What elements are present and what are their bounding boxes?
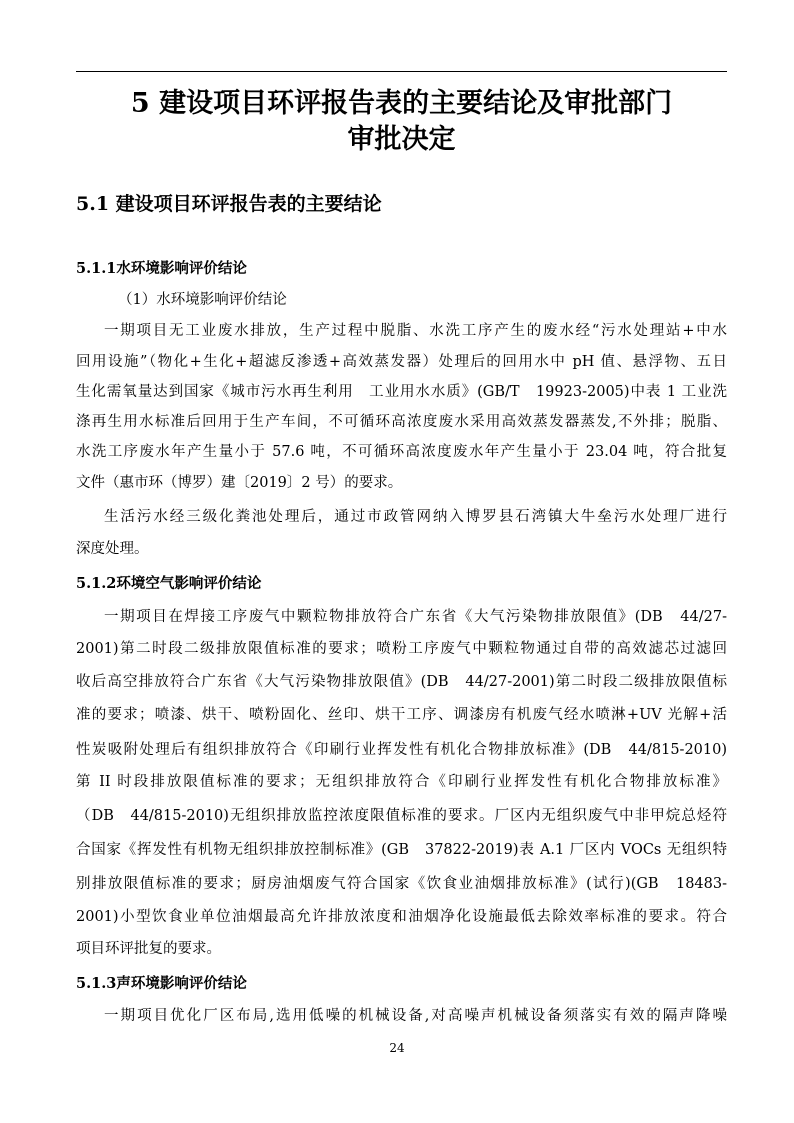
paragraph-line: （DB 44/815-2010)无组织排放监控浓度限值标准的要求。厂区内无组织废气中非甲烷总烃符 <box>76 808 727 824</box>
section-heading-5-1-2: 5.1.2环境空气影响评价结论 <box>76 575 262 592</box>
section-heading-5-1-3: 5.1.3声环境影响评价结论 <box>76 975 247 992</box>
paragraph-line: 2001)第二时段二级排放限值标准的要求；喷粉工序废气中颗粒物通过自带的高效滤芯过滤回 <box>76 641 727 657</box>
water-subheading: （1）水环境影响评价结论 <box>118 292 287 308</box>
paragraph-line: 2001)小型饮食业单位油烟最高允许排放浓度和油烟净化设施最低去除效率标准的要求。符合 <box>76 909 727 925</box>
paragraph-line: 回用设施”（物化+生化+超滤反渗透+高效蒸发器）处理后的回用水中 pH 值、悬浮物、五日 <box>76 354 727 370</box>
chapter-title-line-1: 5 建设项目环评报告表的主要结论及审批部门 <box>130 88 673 119</box>
chapter-title-line-2: 审批决定 <box>347 124 456 155</box>
paragraph-line: 合国家《挥发性有机物无组织排放控制标准》(GB 37822-2019)表 A.1 厂区内 VOCs 无组织特 <box>76 842 728 858</box>
paragraph-line: 生化需氧量达到国家《城市污水再生利用 工业用水水质》(GB/T 19923-2005)中表 1 工业洗 <box>76 384 727 400</box>
paragraph-line: 一期项目优化厂区布局,选用低噪的机械设备,对高噪声机械设备须落实有效的隔声降噪 <box>104 1008 727 1024</box>
paragraph-line: 生活污水经三级化粪池处理后，通过市政管网纳入博罗县石湾镇大牛垒污水处理厂进行 <box>104 509 727 525</box>
paragraph-line: 第 II 时段排放限值标准的要求；无组织排放符合《印刷行业挥发性有机化合物排放标准》 <box>76 774 727 790</box>
paragraph-line: 准的要求；喷漆、烘干、喷粉固化、丝印、烘干工序、调漆房有机废气经水喷淋+UV 光解+活 <box>76 707 727 723</box>
page-number: 24 <box>389 1041 405 1055</box>
section-heading-5-1-1: 5.1.1水环境影响评价结论 <box>76 260 247 277</box>
paragraph-line: 别排放限值标准的要求；厨房油烟废气符合国家《饮食业油烟排放标准》(试行)(GB 18483- <box>76 876 727 892</box>
paragraph-line: 涤再生用水标准后回用于生产车间，不可循环高浓度废水采用高效蒸发器蒸发,不外排；脱脂、 <box>76 414 727 430</box>
paragraph-line: 深度处理。 <box>76 541 149 557</box>
paragraph-line: 一期项目无工业废水排放，生产过程中脱脂、水洗工序产生的废水经“污水处理站+中水 <box>104 323 727 339</box>
paragraph-line: 文件（惠市环（博罗）建〔2019〕2 号）的要求。 <box>76 475 403 491</box>
paragraph-line: 性炭吸附处理后有组织排放符合《印刷行业挥发性有机化合物排放标准》(DB 44/815-2010) <box>76 742 727 758</box>
paragraph-line: 一期项目在焊接工序废气中颗粒物排放符合广东省《大气污染物排放限值》(DB 44/27- <box>104 609 727 625</box>
paragraph-line: 水洗工序废水年产生量小于 57.6 吨，不可循环高浓度废水年产生量小于 23.04 吨，符合批复 <box>76 444 727 460</box>
paragraph-line: 项目环评批复的要求。 <box>76 941 221 957</box>
chapter-title <box>76 86 727 158</box>
header-rule <box>76 71 727 72</box>
section-heading-5-1: 5.1 建设项目环评报告表的主要结论 <box>76 193 382 215</box>
paragraph-line: 收后高空排放符合广东省《大气污染物排放限值》(DB 44/27-2001)第二时段二级排放限值标 <box>76 674 727 690</box>
